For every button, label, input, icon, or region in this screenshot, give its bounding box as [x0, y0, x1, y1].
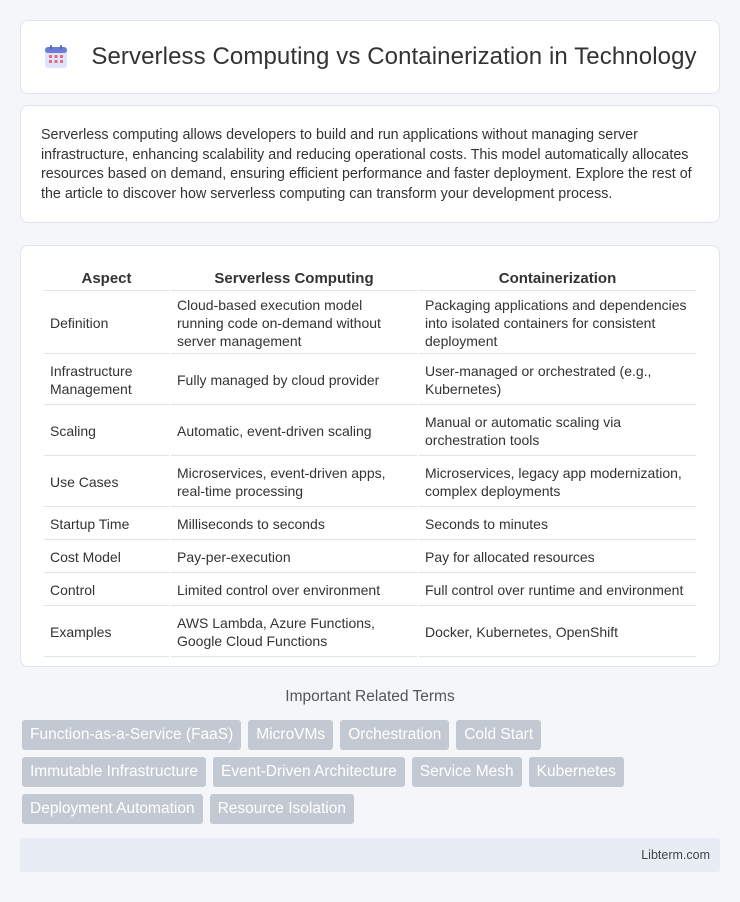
related-term-tag[interactable]: Resource Isolation [210, 794, 354, 824]
table-header-row [44, 266, 696, 291]
table-cell: Use Cases [44, 458, 169, 507]
page-title: Serverless Computing vs Containerization in Technology [91, 43, 697, 70]
related-term-tag[interactable]: Event-Driven Architecture [213, 757, 405, 787]
table-cell: Microservices, legacy app modernization, complex deployments [419, 458, 696, 507]
footer [20, 838, 720, 872]
related-term-tag[interactable]: Deployment Automation [22, 794, 203, 824]
table-cell: Docker, Kubernetes, OpenShift [419, 608, 696, 657]
header-containerization: Containerization [419, 266, 696, 291]
comparison-table [42, 264, 698, 659]
table-row [44, 293, 696, 354]
table-cell: User-managed or orchestrated (e.g., Kubernetes) [419, 356, 696, 405]
table-cell: Scaling [44, 407, 169, 456]
table-cell: Startup Time [44, 509, 169, 540]
footer-site-link[interactable]: Libterm.com [641, 848, 710, 862]
table-cell: Milliseconds to seconds [171, 509, 417, 540]
table-row [44, 407, 696, 456]
intro-card [20, 105, 720, 223]
table-cell: Pay-per-execution [171, 542, 417, 573]
table-cell: Manual or automatic scaling via orchestration tools [419, 407, 696, 456]
related-terms-title: Important Related Terms [285, 688, 455, 705]
table-row [44, 608, 696, 657]
related-term-tag[interactable]: Function-as-a-Service (FaaS) [22, 720, 241, 750]
related-term-tag[interactable]: Service Mesh [412, 757, 522, 787]
related-term-tag[interactable]: Immutable Infrastructure [22, 757, 206, 787]
table-row [44, 458, 696, 507]
related-term-tag[interactable]: MicroVMs [248, 720, 333, 750]
table-cell: Seconds to minutes [419, 509, 696, 540]
table-row [44, 356, 696, 405]
header-serverless: Serverless Computing [171, 266, 417, 291]
table-cell: Examples [44, 608, 169, 657]
table-cell: AWS Lambda, Azure Functions, Google Cloud Functions [171, 608, 417, 657]
table-cell: Full control over runtime and environment [419, 575, 696, 606]
comparison-card [20, 245, 720, 667]
intro-paragraph: Serverless computing allows developers to build and run applications without managing server infrastructure, enhancing scalability and reducing operational costs. This model automatically allocates resources based on demand, ensuring efficient performance and faster deployment. Explore the rest of the article to discover how serverless computing can transform your development process. [41, 127, 692, 202]
table-cell: Pay for allocated resources [419, 542, 696, 573]
title-card [20, 20, 720, 94]
table-row [44, 542, 696, 573]
table-cell: Automatic, event-driven scaling [171, 407, 417, 456]
table-row [44, 575, 696, 606]
table-row [44, 509, 696, 540]
table-cell: Cloud-based execution model running code on-demand without server management [171, 293, 417, 354]
related-term-tag[interactable]: Orchestration [340, 720, 449, 750]
calendar-icon [43, 44, 69, 70]
table-cell: Fully managed by cloud provider [171, 356, 417, 405]
header-aspect: Aspect [44, 266, 169, 291]
table-cell: Cost Model [44, 542, 169, 573]
table-cell: Microservices, event-driven apps, real-time processing [171, 458, 417, 507]
related-terms-list [22, 720, 722, 831]
table-cell: Infrastructure Management [44, 356, 169, 405]
related-term-tag[interactable]: Kubernetes [529, 757, 624, 787]
table-cell: Packaging applications and dependencies into isolated containers for consistent deployment [419, 293, 696, 354]
table-cell: Limited control over environment [171, 575, 417, 606]
table-cell: Definition [44, 293, 169, 354]
table-cell: Control [44, 575, 169, 606]
related-term-tag[interactable]: Cold Start [456, 720, 541, 750]
